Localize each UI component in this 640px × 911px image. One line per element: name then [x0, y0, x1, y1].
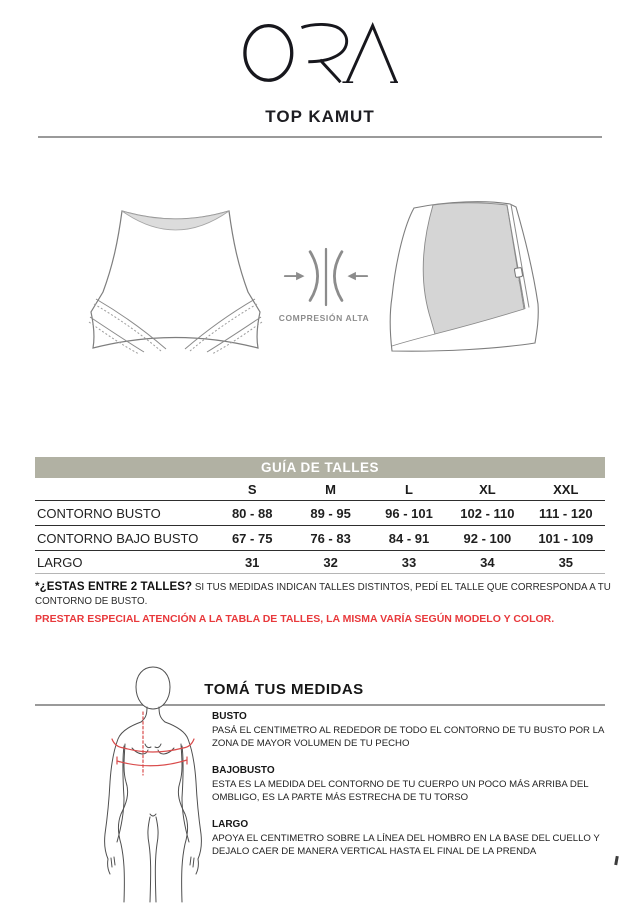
measure-label: BUSTO	[212, 711, 247, 722]
between-sizes-text: SI TUS MEDIDAS INDICAN TALLES DISTINTOS, PEDÍ EL TALLE QUE CORRESPONDA A TU CONTORNO DE BUSTO.	[35, 582, 611, 607]
warning-text: PRESTAR ESPECIAL ATENCIÓN A LA TABLA DE TALLES, LA MISMA VARÍA SEGÚN MODELO Y COLOR.	[35, 613, 555, 625]
size-cell: 35	[558, 554, 574, 570]
measure-text: ESTA ES LA MEDIDA DEL CONTORNO DE TU CUERPO UN POCO MÁS ARRIBA DEL OMBLIGO, ES LA PARTE MÁS ESTRECHA DE TU TORSO	[212, 779, 589, 803]
size-cell: 84 - 91	[388, 530, 430, 546]
measure-instruction-list	[212, 711, 608, 873]
measure-item-largo	[212, 819, 608, 858]
measure-item-bajobusto	[212, 765, 608, 804]
size-cell: 80 - 88	[231, 505, 273, 521]
between-sizes-note	[35, 581, 612, 608]
size-cell: 102 - 110	[460, 505, 515, 521]
table-row-largo	[35, 551, 605, 574]
row-label: CONTORNO BUSTO	[37, 505, 161, 521]
between-sizes-lead: *¿ESTAS ENTRE 2 TALLES?	[35, 581, 193, 593]
measure-text: APOYA EL CENTIMETRO SOBRE LA LÍNEA DEL HOMBRO EN LA BASE DEL CUELLO Y DEJALO CAER DE MANERA VERTICAL HASTA EL FINAL DE LA PRENDA	[212, 833, 600, 857]
size-cell: 33	[401, 554, 417, 570]
size-cell: 101 - 109	[538, 530, 594, 546]
size-column-header: S	[247, 481, 257, 497]
row-label: CONTORNO BAJO BUSTO	[37, 530, 199, 546]
measures-section-title: TOMÁ TUS MEDIDAS	[204, 681, 364, 698]
size-guide-title-bar	[35, 457, 605, 478]
size-cell: 92 - 100	[463, 530, 512, 546]
measure-text: PASÁ EL CENTIMETRO AL REDEDOR DE TODO EL CONTORNO DE TU BUSTO POR LA ZONA DE MAYOR VOLUMEN DE TU PECHO	[212, 725, 604, 749]
size-guide-table	[35, 457, 605, 574]
size-cell: 96 - 101	[385, 505, 433, 521]
size-cell: 89 - 95	[310, 505, 351, 521]
size-columns-header-row	[35, 478, 605, 501]
body-figure-illustration	[88, 662, 218, 907]
size-column-header: M	[325, 481, 337, 497]
size-cell: 67 - 75	[231, 530, 273, 546]
measure-label: LARGO	[212, 819, 249, 830]
compression-icon	[283, 247, 369, 307]
page-title: TOP KAMUT	[265, 107, 375, 126]
size-cell: 32	[323, 554, 338, 570]
compression-label: COMPRESIÓN ALTA	[278, 313, 370, 323]
brand-logo	[242, 16, 398, 86]
table-row-contorno-busto	[35, 501, 605, 526]
size-guide-title: GUÍA DE TALLES	[261, 460, 379, 475]
title-divider	[38, 136, 602, 138]
garment-front-illustration	[88, 196, 263, 362]
size-cell: 34	[480, 554, 495, 570]
measure-item-busto	[212, 711, 608, 750]
size-cell: 111 - 120	[539, 505, 593, 521]
zipper-pull	[514, 267, 522, 277]
size-cell: 31	[244, 554, 260, 570]
size-column-header: L	[405, 481, 413, 497]
row-label: LARGO	[37, 554, 83, 570]
size-column-header: XL	[479, 481, 496, 497]
stray-mark	[614, 856, 618, 865]
garment-back-illustration	[386, 196, 544, 360]
size-cell: 76 - 83	[310, 530, 351, 546]
measure-label: BAJOBUSTO	[212, 765, 275, 776]
size-column-header: XXL	[553, 481, 579, 497]
table-row-contorno-bajo-busto	[35, 526, 605, 551]
